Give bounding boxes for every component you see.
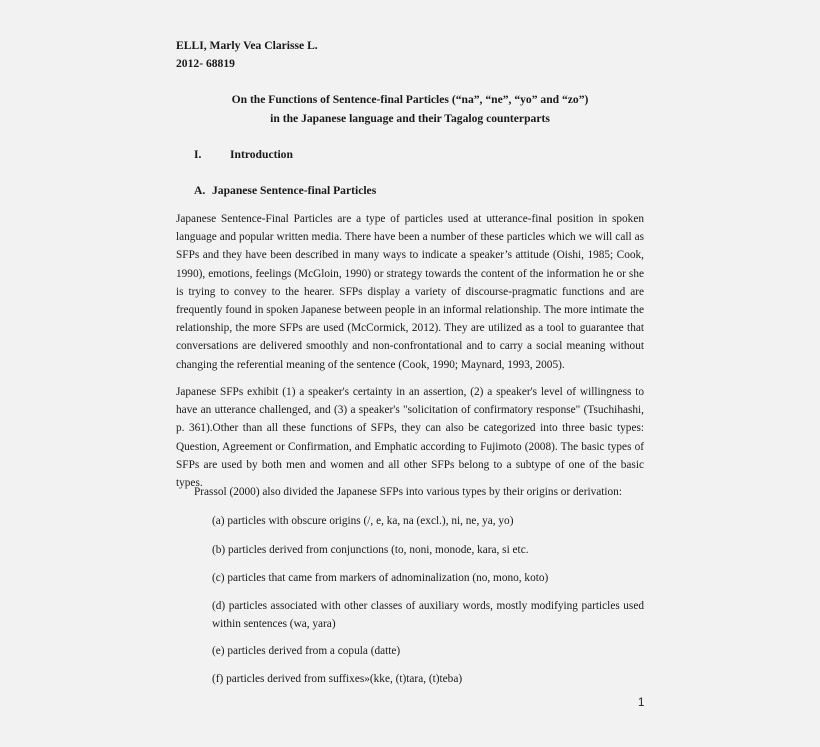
section-heading: Introduction xyxy=(230,148,293,161)
author-name: ELLI, Marly Vea Clarisse L. xyxy=(176,39,318,52)
title-line-1: On the Functions of Sentence-final Particles (“na”, “ne”, “yo” and “zo”) xyxy=(231,93,589,106)
subsection-heading: Japanese Sentence-final Particles xyxy=(212,184,377,197)
section-number: I. xyxy=(194,148,202,161)
student-id: 2012- 68819 xyxy=(176,57,235,70)
subsection-label: A. xyxy=(194,184,206,197)
paragraph-1: Japanese Sentence-Final Particles are a type of particles used at utterance-final position in spoken language and popular written media. There have been a number of these particles which we will call as SFPs and they have been described in many ways to indicate a speaker’s attitude (Oishi, 1985; Cook, 1990), emotions, feelings (McGloin, 1990) or strategy towards the content of the information he or she is trying to convey to the hearer. SFPs display a variety of discourse-pragmatic functions and are frequently found in spoken Japanese between people in an informal relationship. The more intimate the relationship, the more SFPs are used (McCormick, 2012). They are utilized as a tool to guarantee that conversations are delivered smoothly and non-confrontational and to carry a social meaning without changing the referential meaning of the sentence (Cook, 1990; Maynard, 1993, 2005). xyxy=(176,213,644,371)
list-item-e: (e) particles derived from a copula (datte) xyxy=(212,645,401,657)
list-item-c: (c) particles that came from markers of adnominalization (no, mono, koto) xyxy=(212,572,549,584)
title-line-2: in the Japanese language and their Tagalog counterparts xyxy=(270,112,550,125)
paragraph-3: Prassol (2000) also divided the Japanese SFPs into various types by their origins or derivation: xyxy=(194,486,622,498)
list-item-d: (d) particles associated with other classes of auxiliary words, mostly modifying particles used within sentences (wa, yara) xyxy=(212,600,644,631)
list-item-f: (f) particles derived from suffixes»(kke, (t)tara, (t)teba) xyxy=(212,673,463,685)
page-number: 1 xyxy=(638,697,645,709)
list-item-b: (b) particles derived from conjunctions (to, noni, monode, kara, si etc. xyxy=(212,544,529,556)
list-item-a: (a) particles with obscure origins (/, e, ka, na (excl.), ni, ne, ya, yo) xyxy=(212,515,514,527)
paragraph-2: Japanese SFPs exhibit (1) a speaker's certainty in an assertion, (2) a speaker's level of willingness to have an utterance challenged, and (3) a speaker's "solicitation of confirmatory response" (Tsuchihashi, p. 361).Other than all these functions of SFPs, they can also be categorized into three basic types: Question, Agreement or Confirmation, and Emphatic according to Fujimoto (2008). The basic types of SFPs are used by both men and women and all other SFPs belong to a subtype of one of the basic types. xyxy=(176,386,644,490)
